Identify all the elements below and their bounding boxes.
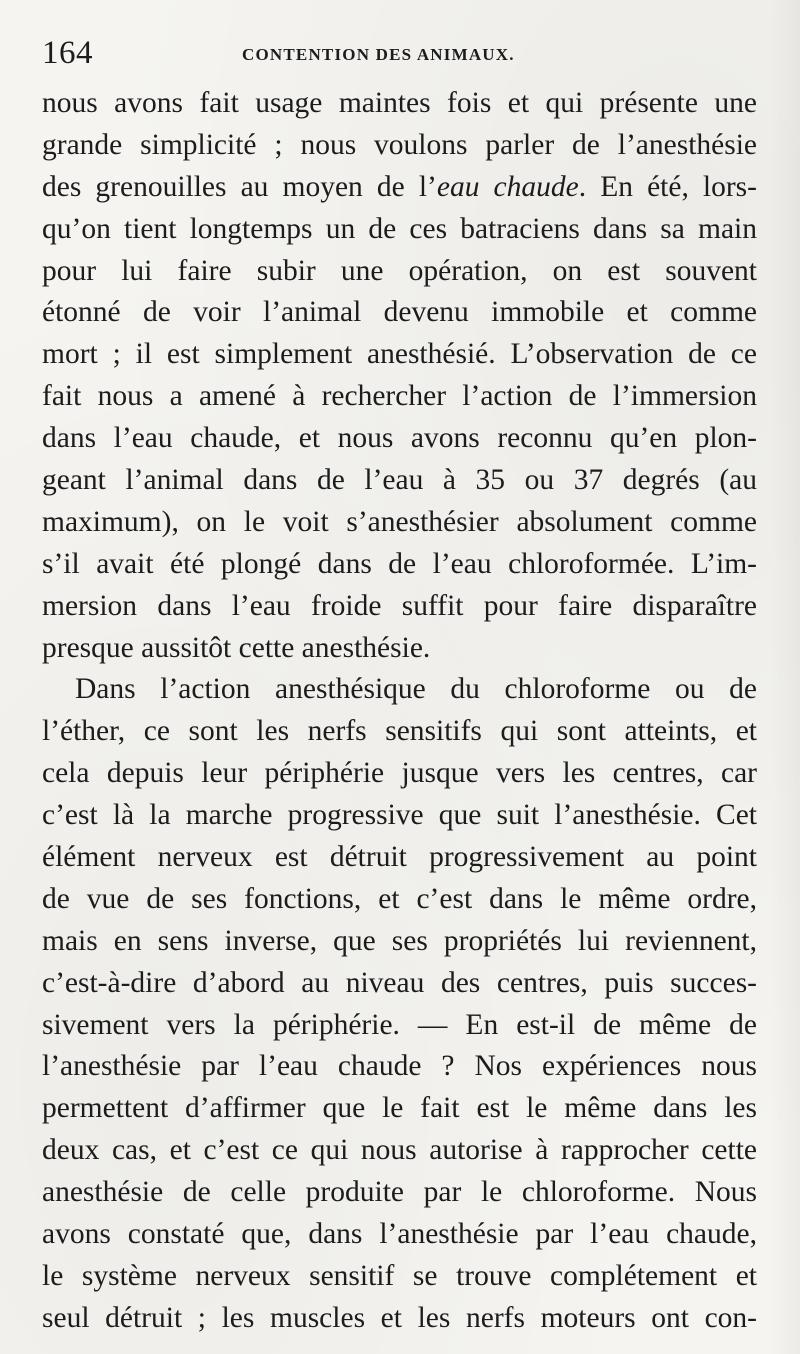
page-number: 164 xyxy=(42,35,93,71)
text-line: fait nous a amené à rechercher l’action de l’immersion xyxy=(42,380,757,413)
body-text xyxy=(42,83,757,1340)
italic-term: eau chaude xyxy=(436,170,579,203)
text-line: grande simplicité ; nous voulons parler de l’anesthésie xyxy=(42,128,757,161)
text-line: s’il avait été plongé dans de l’eau chloroformée. L’im- xyxy=(42,547,757,580)
text-line: anesthésie de celle produite par le chloroforme. Nous xyxy=(42,1176,757,1209)
text-line: c’est là la marche progressive que suit l’anesthésie. Cet xyxy=(42,799,757,832)
text-line: étonné de voir l’animal devenu immobile et comme xyxy=(42,296,757,329)
text-line: l’anesthésie par l’eau chaude ? Nos expériences nous xyxy=(42,1050,757,1083)
text-line: c’est-à-dire d’abord au niveau des centres, puis succes- xyxy=(42,966,757,999)
text-line: nous avons fait usage maintes fois et qui présente une xyxy=(42,87,757,119)
text-line: élément nerveux est détruit progressivement au point xyxy=(42,841,757,874)
text-line: avons constaté que, dans l’anesthésie par l’eau chaude, xyxy=(42,1218,757,1251)
text-line: mais en sens inverse, que ses propriétés lui reviennent, xyxy=(42,924,757,957)
text-line: dans l’eau chaude, et nous avons reconnu qu’en plon- xyxy=(42,422,757,455)
text-line: qu’on tient longtemps un de ces batraciens dans sa main xyxy=(42,212,757,245)
text-line: pour lui faire subir une opération, on est souvent xyxy=(42,254,757,287)
page-edge-shadow xyxy=(770,0,800,1354)
text-line: mort ; il est simplement anesthésié. L’observation de ce xyxy=(42,338,757,371)
text-line: l’éther, ce sont les nerfs sensitifs qui sont atteints, et xyxy=(42,715,757,748)
text-line: permettent d’affirmer que le fait est le même dans les xyxy=(42,1092,757,1125)
text-line xyxy=(42,167,757,209)
text-line: Dans l’action anesthésique du chloroforme ou de xyxy=(75,673,757,706)
text-line: le système nerveux sensitif se trouve complétement et xyxy=(42,1259,757,1292)
text-line: presque aussitôt cette anesthésie. xyxy=(42,631,431,664)
running-head: CONTENTION DES ANIMAUX. xyxy=(242,45,515,64)
text-segment: . En été, lors- xyxy=(578,170,757,203)
text-line: maximum), on le voit s’anesthésier absolument comme xyxy=(42,505,757,538)
text-line: geant l’animal dans de l’eau à 35 ou 37 degrés (au xyxy=(42,464,757,497)
text-line: cela depuis leur périphérie jusque vers les centres, car xyxy=(42,757,757,790)
text-line: mersion dans l’eau froide suffit pour faire disparaître xyxy=(42,589,757,622)
text-line: de vue de ses fonctions, et c’est dans le même ordre, xyxy=(42,882,757,915)
text-line: sivement vers la périphérie. — En est-il de même de xyxy=(42,1008,757,1041)
page-header xyxy=(42,30,762,76)
text-line: deux cas, et c’est ce qui nous autorise à rapprocher cette xyxy=(42,1134,757,1167)
text-line: seul détruit ; les muscles et les nerfs moteurs ont con- xyxy=(42,1301,757,1334)
text-segment: des grenouilles au moyen de l’ xyxy=(42,170,437,203)
